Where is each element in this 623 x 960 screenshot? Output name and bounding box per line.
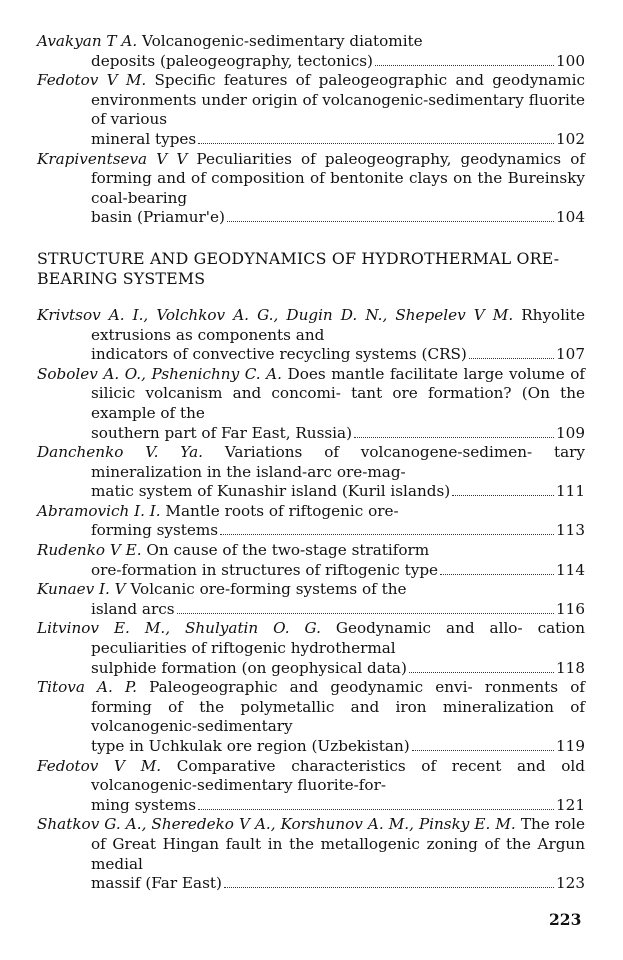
toc-entry bbox=[37, 71, 585, 149]
toc-entry bbox=[37, 443, 585, 502]
dot-leader bbox=[220, 534, 554, 535]
entry-last-line bbox=[91, 482, 585, 502]
entry-page-number: 107 bbox=[556, 345, 585, 364]
dot-leader bbox=[452, 495, 554, 496]
toc-entry bbox=[37, 502, 585, 541]
contents-page bbox=[37, 32, 585, 894]
entry-last-line bbox=[91, 737, 585, 757]
entry-last-line bbox=[91, 874, 585, 894]
entry-title-line: Specific features of paleogeographic bbox=[154, 71, 448, 90]
entry-title-line: tant ore formation? (On the example of the bbox=[91, 384, 585, 422]
entry-title-end: mineral types bbox=[91, 129, 197, 148]
entry-last-line bbox=[91, 600, 585, 620]
entry-title-line: Mantle roots of riftogenic ore- bbox=[165, 501, 399, 520]
entry-title-end: massif (Far East) bbox=[91, 874, 222, 893]
entry-title-end: type in Uchkulak ore region (Uzbekistan) bbox=[91, 737, 410, 755]
entry-authors: Krapiventseva V V bbox=[37, 149, 188, 168]
entry-title-end: basin (Priamur'e) bbox=[91, 208, 225, 227]
dot-leader bbox=[227, 221, 554, 222]
entry-last-line bbox=[91, 521, 585, 541]
entry-authors: Avakyan T A. bbox=[37, 32, 138, 50]
toc-entry bbox=[37, 757, 585, 816]
entry-title-end: matic system of Kunashir island (Kuril islands) bbox=[91, 482, 451, 501]
entry-title-line: tary mineralization in the island-arc ore-mag- bbox=[91, 443, 586, 481]
entry-authors: Krivtsov A. I., Volchkov A. G., Dugin D. N., Shepelev V M. bbox=[37, 305, 514, 324]
dot-leader bbox=[198, 143, 554, 144]
entry-page-number: 102 bbox=[556, 129, 585, 148]
entry-page-number: 116 bbox=[556, 599, 585, 618]
entry-title-line: geodynamics of forming and of composition of bbox=[91, 149, 585, 188]
toc-entry bbox=[37, 150, 585, 228]
entry-page-number: 121 bbox=[556, 795, 585, 814]
dot-leader bbox=[440, 574, 554, 575]
entry-page-number: 109 bbox=[556, 423, 585, 442]
dot-leader bbox=[412, 750, 554, 751]
entry-last-line bbox=[91, 424, 585, 444]
dot-leader bbox=[198, 809, 554, 810]
entry-authors: Danchenko V. Ya. bbox=[37, 443, 203, 462]
entry-title-line: Volcanic ore-forming systems of the bbox=[130, 580, 407, 599]
entry-title-end: deposits (paleogeography, tectonics) bbox=[91, 51, 373, 70]
entry-title-line: and geodynamic environments under origin of bbox=[91, 71, 585, 109]
entry-page-number: 113 bbox=[556, 521, 585, 540]
entry-title-line: the metallogenic zoning of the Argun medial bbox=[91, 834, 585, 873]
entry-title-end: island arcs bbox=[91, 599, 175, 618]
section-heading: STRUCTURE AND GEODYNAMICS OF HYDROTHERMAL ORE-BEARING SYSTEMS bbox=[37, 248, 560, 288]
entry-page-number: 119 bbox=[556, 737, 585, 755]
entry-page-number: 118 bbox=[556, 658, 585, 677]
entry-title-line: iron mineralization of volcanogenic-sedimentary bbox=[91, 697, 585, 736]
entry-page-number: 114 bbox=[556, 560, 585, 579]
toc-entry bbox=[37, 580, 585, 619]
entry-title-end: ore-formation in structures of riftogenic type bbox=[91, 560, 439, 579]
entry-authors: Abramovich I. I. bbox=[37, 501, 161, 520]
entry-authors: Litvinov E. M., Shulyatin O. G. bbox=[37, 619, 321, 638]
entry-authors: Rudenko V E. bbox=[37, 541, 142, 560]
entry-title-line: bentonite clays on the Bureinsky coal-bearing bbox=[91, 169, 586, 207]
entry-title-line: large volume of silicic volcanism and concomi- bbox=[91, 364, 586, 403]
entry-title-line: Paleogeographic and geodynamic envi- bbox=[149, 678, 473, 697]
entry-page-number: 111 bbox=[556, 482, 585, 501]
entry-last-line bbox=[91, 561, 585, 581]
entry-title-line: Comparative characteristics of recent bbox=[176, 756, 502, 775]
entry-authors: Shatkov G. A., Sheredeko V A., Korshunov A. M., Pinsky E. M. bbox=[37, 815, 516, 834]
entry-last-line bbox=[91, 345, 585, 365]
entry-title-line: Variations of volcanogene-sedimen- bbox=[224, 443, 533, 462]
toc-entry bbox=[37, 815, 585, 893]
entry-title-line: Geodynamic and allo- bbox=[335, 619, 523, 638]
toc-entry bbox=[37, 32, 585, 71]
entry-last-line bbox=[91, 208, 585, 228]
entry-title-end: southern part of Far East, Russia) bbox=[91, 423, 353, 442]
entry-title-end: ming systems bbox=[91, 795, 197, 814]
entry-title-line: volcanogenic-sedimentary fluorite of various bbox=[91, 90, 585, 129]
entry-title-end: forming systems bbox=[91, 521, 219, 540]
dot-leader bbox=[409, 672, 554, 673]
entry-title-line: Does mantle facilitate bbox=[287, 364, 458, 383]
entry-last-line bbox=[91, 130, 585, 150]
entry-authors: Titova A. P. bbox=[37, 678, 137, 697]
entry-title-line: On cause of the two-stage stratiform bbox=[146, 541, 430, 560]
entry-page-number: 123 bbox=[556, 874, 585, 893]
entry-last-line bbox=[91, 796, 585, 816]
entry-title-line: The role of Great Hingan fault in bbox=[91, 815, 586, 853]
toc-entry bbox=[37, 678, 585, 756]
dot-leader bbox=[177, 613, 554, 614]
contents-list-bottom bbox=[37, 306, 585, 894]
dot-leader bbox=[354, 437, 554, 438]
entry-page-number: 104 bbox=[556, 208, 585, 227]
entry-authors: Fedotov V M. bbox=[37, 756, 162, 775]
toc-entry bbox=[37, 541, 585, 580]
entry-last-line bbox=[91, 52, 585, 72]
entry-page-number: 100 bbox=[556, 51, 585, 70]
entry-title-line: Rhyolite extrusions as components and bbox=[91, 305, 585, 344]
entry-title-line: cation peculiarities of riftogenic hydrothermal bbox=[91, 619, 586, 658]
page-number: 223 bbox=[549, 910, 582, 929]
entry-title-end: sulphide formation (on geophysical data) bbox=[91, 658, 407, 677]
contents-list-top bbox=[37, 32, 585, 228]
toc-entry bbox=[37, 619, 585, 678]
entry-authors: Sobolev A. O., Pshenichny C. A. bbox=[37, 364, 282, 383]
entry-title-line: Peculiarities of paleogeography, bbox=[196, 149, 452, 168]
entry-title-line: ronments of forming of the polymetallic and bbox=[91, 678, 585, 716]
dot-leader bbox=[224, 887, 554, 888]
entry-title-end: indicators of convective recycling systems (CRS) bbox=[91, 345, 467, 364]
entry-title-line: Volcanogenic-sedimentary diatomite bbox=[142, 32, 423, 50]
dot-leader bbox=[469, 358, 554, 359]
entry-authors: Fedotov V M. bbox=[37, 71, 147, 90]
entry-authors: Kunaev I. V bbox=[37, 580, 126, 599]
entry-last-line bbox=[91, 659, 585, 679]
dot-leader bbox=[375, 65, 554, 66]
toc-entry bbox=[37, 365, 585, 443]
entry-title-line: and old volcanogenic-sedimentary fluorite-for- bbox=[91, 756, 585, 795]
toc-entry bbox=[37, 306, 585, 365]
